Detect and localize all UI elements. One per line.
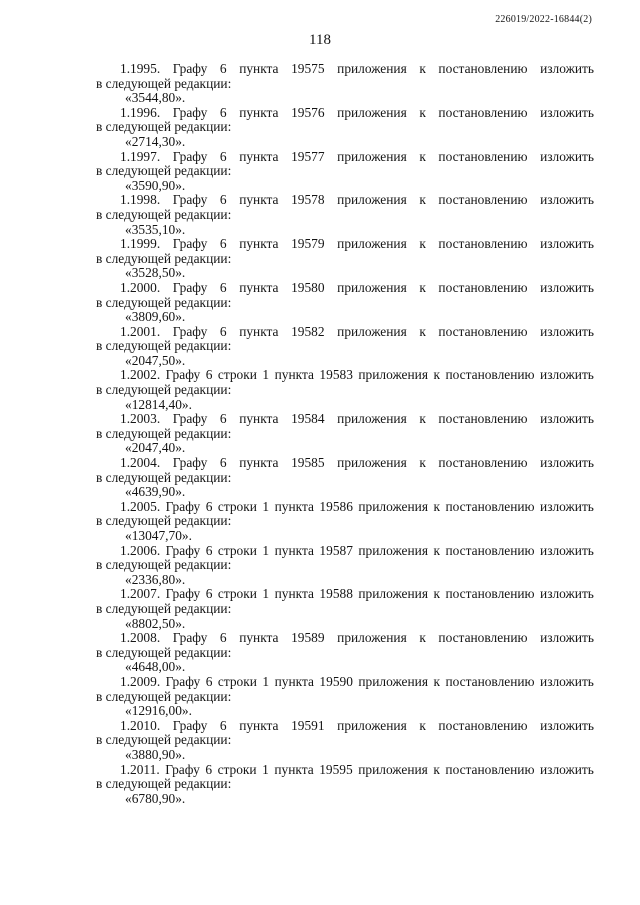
amendment-word: постановлению	[438, 104, 528, 120]
amendment-word: пункта	[239, 104, 279, 120]
amendment-word: 19583	[319, 367, 353, 383]
amendment-word: приложения	[337, 411, 407, 427]
amendment-word: 6	[219, 411, 227, 427]
amendment-continuation: в следующей редакции:	[96, 163, 232, 179]
amendment-word: пункта	[274, 542, 314, 558]
amendment-word: изложить	[540, 148, 594, 164]
amendment-word: изложить	[540, 498, 594, 514]
amendment-word: к	[419, 148, 426, 164]
amendment-value: «3590,90».	[125, 177, 186, 193]
amendment-word: 19576	[291, 104, 325, 120]
amendment-word: Графу	[172, 717, 208, 733]
amendment-continuation: в следующей редакции:	[96, 732, 232, 748]
amendment-continuation: в следующей редакции:	[96, 644, 232, 660]
amendment-word: к	[419, 236, 426, 252]
amendment-word: изложить	[540, 236, 594, 252]
amendment-heading-line	[120, 456, 594, 471]
amendment-word: 6	[219, 323, 227, 339]
amendment-heading-line	[120, 237, 594, 252]
amendment-value: «2336,80».	[125, 571, 186, 587]
amendment-word: 19579	[291, 236, 325, 252]
amendment-word: приложения	[358, 761, 428, 777]
amendment-word: приложения	[337, 279, 407, 295]
amendment-word: к	[419, 323, 426, 339]
amendment-word: 1	[262, 673, 270, 689]
amendment-word: к	[433, 498, 440, 514]
amendment-word: строки	[217, 673, 257, 689]
amendment-heading-line	[120, 281, 594, 296]
amendment-word: Графу	[165, 367, 201, 383]
amendment-word: 6	[205, 498, 213, 514]
amendment-item	[96, 323, 594, 369]
amendment-word: строки	[217, 542, 257, 558]
amendment-word: постановлению	[445, 498, 535, 514]
amendment-word: приложения	[358, 498, 428, 514]
amendment-word: строки	[217, 761, 257, 777]
document-body	[96, 61, 594, 806]
amendment-word: изложить	[540, 104, 594, 120]
amendment-value: «4639,90».	[125, 484, 186, 500]
amendment-word: 6	[219, 717, 227, 733]
amendment-word: 19582	[291, 323, 325, 339]
amendment-continuation: в следующей редакции:	[96, 557, 232, 573]
amendment-word: приложения	[358, 673, 428, 689]
amendment-word: пункта	[239, 279, 279, 295]
amendment-word: 6	[219, 148, 227, 164]
amendment-word: изложить	[540, 761, 594, 777]
amendment-word: 1.2001.	[120, 323, 161, 339]
amendment-word: 6	[219, 455, 227, 471]
amendment-word: приложения	[337, 61, 407, 76]
amendment-value: «8802,50».	[125, 615, 186, 631]
amendment-word: приложения	[337, 630, 407, 646]
amendment-word: постановлению	[438, 61, 528, 76]
amendment-word: пункта	[274, 498, 314, 514]
amendment-word: 6	[205, 673, 213, 689]
amendment-word: Графу	[172, 61, 208, 76]
amendment-value: «3880,90».	[125, 746, 186, 762]
amendment-word: Графу	[165, 542, 201, 558]
amendment-word: приложения	[337, 104, 407, 120]
amendment-continuation: в следующей редакции:	[96, 294, 232, 310]
amendment-heading-line	[120, 62, 594, 77]
amendment-word: Графу	[165, 673, 201, 689]
amendment-heading-line	[120, 150, 594, 165]
amendment-word: 19588	[319, 586, 353, 602]
amendment-word: пункта	[274, 673, 314, 689]
amendment-word: пункта	[274, 586, 314, 602]
amendment-word: пункта	[239, 192, 279, 208]
amendment-value: «3544,80».	[125, 90, 186, 106]
amendment-word: Графу	[172, 279, 208, 295]
amendment-word: Графу	[172, 630, 208, 646]
amendment-word: Графу	[172, 323, 208, 339]
amendment-word: приложения	[358, 586, 428, 602]
amendment-word: строки	[217, 498, 257, 514]
amendment-word: к	[419, 192, 426, 208]
amendment-word: 19595	[319, 761, 353, 777]
amendment-word: 19585	[291, 455, 325, 471]
amendment-word: Графу	[165, 761, 200, 777]
amendment-word: 1.1995.	[120, 61, 161, 76]
amendment-word: 19586	[319, 498, 353, 514]
amendment-word: постановлению	[438, 279, 528, 295]
amendment-word: приложения	[358, 542, 428, 558]
amendment-heading-line	[120, 193, 594, 208]
amendment-continuation: в следующей редакции:	[96, 382, 232, 398]
amendment-word: пункта	[239, 236, 279, 252]
amendment-continuation: в следующей редакции:	[96, 338, 232, 354]
amendment-word: изложить	[540, 192, 594, 208]
amendment-word: 1.2005.	[120, 498, 161, 514]
amendment-value: «3535,10».	[125, 221, 186, 237]
amendment-word: к	[419, 61, 426, 76]
amendment-value: «3809,60».	[125, 309, 186, 325]
amendment-word: Графу	[165, 586, 201, 602]
amendment-word: изложить	[540, 717, 594, 733]
page-number: 118	[309, 32, 331, 48]
amendment-word: 6	[205, 586, 213, 602]
amendment-word: приложения	[337, 148, 407, 164]
amendment-heading-line	[120, 106, 594, 121]
amendment-word: 1.2010.	[120, 717, 161, 733]
amendment-word: Графу	[172, 411, 208, 427]
amendment-word: строки	[217, 367, 257, 383]
amendment-value: «2047,40».	[125, 440, 186, 456]
amendment-continuation: в следующей редакции:	[96, 513, 232, 529]
amendment-word: 19590	[319, 673, 353, 689]
amendment-item	[96, 104, 594, 150]
amendment-item	[96, 498, 594, 544]
amendment-word: 19584	[291, 411, 325, 427]
amendment-word: 1.2011.	[120, 761, 160, 777]
amendment-item	[96, 236, 594, 281]
amendment-word: приложения	[337, 455, 407, 471]
amendment-word: приложения	[337, 717, 407, 733]
amendment-word: приложения	[337, 192, 407, 208]
amendment-word: к	[433, 761, 440, 777]
amendment-continuation: в следующей редакции:	[96, 119, 232, 135]
amendment-word: к	[433, 586, 440, 602]
amendment-word: изложить	[540, 279, 594, 295]
amendment-word: изложить	[540, 61, 594, 76]
amendment-word: постановлению	[438, 148, 528, 164]
amendment-value: «6780,90».	[125, 790, 186, 806]
amendment-word: к	[419, 717, 426, 733]
amendment-word: пункта	[274, 367, 314, 383]
amendment-word: постановлению	[438, 717, 528, 733]
amendment-word: 6	[219, 104, 227, 120]
amendment-word: 1.2004.	[120, 455, 161, 471]
amendment-word: 19589	[291, 630, 325, 646]
amendment-word: к	[419, 630, 426, 646]
amendment-item	[96, 367, 594, 412]
amendment-word: 6	[219, 61, 227, 76]
amendment-item	[96, 542, 594, 588]
amendment-word: 6	[219, 630, 227, 646]
amendment-word: 19591	[291, 717, 325, 733]
amendment-word: 1.2002.	[120, 367, 161, 383]
amendment-word: пункта	[239, 455, 279, 471]
amendment-word: к	[419, 104, 426, 120]
amendment-item	[96, 630, 594, 675]
document-id: 226019/2022-16844(2)	[495, 14, 592, 25]
amendment-word: 1.1998.	[120, 192, 161, 208]
amendment-word: к	[419, 279, 426, 295]
amendment-word: постановлению	[438, 323, 528, 339]
amendment-heading-line	[120, 500, 594, 515]
amendment-item	[96, 717, 594, 763]
amendment-word: постановлению	[438, 192, 528, 208]
amendment-heading-line	[120, 544, 594, 559]
amendment-word: 6	[205, 542, 213, 558]
amendment-word: 19575	[291, 61, 325, 76]
amendment-word: постановлению	[438, 630, 528, 646]
amendment-word: 1.2008.	[120, 630, 161, 646]
amendment-value: «2714,30».	[125, 133, 186, 149]
amendment-word: 1.2003.	[120, 411, 161, 427]
amendment-continuation: в следующей редакции:	[96, 75, 232, 91]
amendment-item	[96, 279, 594, 325]
amendment-value: «13047,70».	[125, 528, 192, 543]
amendment-continuation: в следующей редакции:	[96, 425, 232, 441]
amendment-word: постановлению	[445, 367, 535, 383]
amendment-word: приложения	[337, 323, 407, 339]
amendment-continuation: в следующей редакции:	[96, 206, 232, 222]
amendment-word: 19578	[291, 192, 325, 208]
amendment-word: 1.2000.	[120, 279, 161, 295]
amendment-value: «12916,00».	[125, 703, 192, 719]
amendment-word: 6	[205, 761, 213, 777]
amendment-word: постановлению	[445, 586, 535, 602]
amendment-word: строки	[217, 586, 257, 602]
amendment-word: приложения	[337, 236, 407, 252]
amendment-item	[96, 455, 594, 500]
amendment-heading-line	[120, 368, 594, 383]
amendment-continuation: в следующей редакции:	[96, 688, 232, 704]
amendment-heading-line	[120, 631, 594, 646]
amendment-word: изложить	[540, 323, 594, 339]
amendment-word: Графу	[172, 148, 208, 164]
amendment-word: пункта	[274, 761, 314, 777]
amendment-word: изложить	[540, 630, 594, 646]
amendment-word: Графу	[172, 192, 208, 208]
amendment-word: изложить	[540, 411, 594, 427]
amendment-word: изложить	[540, 673, 594, 689]
amendment-word: 1	[262, 586, 270, 602]
amendment-word: 1	[262, 498, 270, 514]
amendment-heading-line	[120, 325, 594, 340]
amendment-word: 6	[219, 192, 227, 208]
amendment-item	[96, 192, 594, 237]
amendment-word: 1.1999.	[120, 236, 161, 252]
amendment-word: к	[419, 455, 426, 471]
amendment-word: пункта	[239, 148, 279, 164]
amendment-word: пункта	[239, 323, 279, 339]
amendment-continuation: в следующей редакции:	[96, 250, 232, 266]
amendment-continuation: в следующей редакции:	[96, 776, 232, 792]
amendment-word: постановлению	[445, 542, 535, 558]
amendment-word: постановлению	[438, 236, 528, 252]
amendment-heading-line	[120, 675, 594, 690]
amendment-word: к	[433, 673, 440, 689]
amendment-word: 6	[219, 279, 227, 295]
amendment-word: пункта	[239, 630, 279, 646]
amendment-value: «2047,50».	[125, 352, 186, 368]
amendment-value: «3528,50».	[125, 265, 186, 281]
amendment-item	[96, 673, 594, 719]
amendment-word: 1.1997.	[120, 148, 161, 164]
amendment-word: к	[419, 411, 426, 427]
amendment-word: Графу	[172, 104, 208, 120]
amendment-word: постановлению	[438, 455, 528, 471]
amendment-value: «4648,00».	[125, 659, 186, 675]
amendment-value: «12814,40».	[125, 396, 192, 412]
amendment-item	[96, 411, 594, 456]
amendment-word: пункта	[239, 411, 279, 427]
amendment-word: 1.1996.	[120, 104, 161, 120]
amendment-word: пункта	[239, 61, 279, 76]
amendment-continuation: в следующей редакции:	[96, 469, 232, 485]
amendment-word: 1.2009.	[120, 673, 161, 689]
amendment-word: 1	[262, 542, 270, 558]
amendment-word: Графу	[165, 498, 201, 514]
amendment-word: 6	[205, 367, 213, 383]
amendment-word: изложить	[540, 586, 594, 602]
amendment-word: 19580	[291, 279, 325, 295]
amendment-word: изложить	[540, 542, 594, 558]
amendment-heading-line	[120, 412, 594, 427]
amendment-item	[96, 761, 594, 807]
amendment-word: 19577	[291, 148, 325, 164]
amendment-word: 1.2006.	[120, 542, 161, 558]
amendment-word: Графу	[172, 236, 208, 252]
amendment-word: постановлению	[445, 673, 535, 689]
amendment-word: 19587	[319, 542, 353, 558]
amendment-word: к	[433, 542, 440, 558]
amendment-heading-line	[120, 719, 594, 734]
amendment-word: 1	[262, 761, 269, 777]
amendment-word: к	[433, 367, 440, 383]
amendment-word: 1	[262, 367, 270, 383]
amendment-heading-line	[120, 763, 594, 778]
amendment-word: пункта	[239, 717, 279, 733]
amendment-word: 1.2007.	[120, 586, 161, 602]
amendment-item	[96, 586, 594, 631]
amendment-heading-line	[120, 587, 594, 602]
amendment-word: постановлению	[438, 411, 528, 427]
amendment-word: изложить	[540, 367, 594, 383]
amendment-item	[96, 148, 594, 194]
amendment-item	[96, 61, 594, 106]
amendment-word: 6	[219, 236, 227, 252]
amendment-word: Графу	[172, 455, 208, 471]
amendment-word: приложения	[358, 367, 428, 383]
amendment-word: постановлению	[445, 761, 535, 777]
amendment-word: изложить	[540, 455, 594, 471]
amendment-continuation: в следующей редакции:	[96, 600, 232, 616]
